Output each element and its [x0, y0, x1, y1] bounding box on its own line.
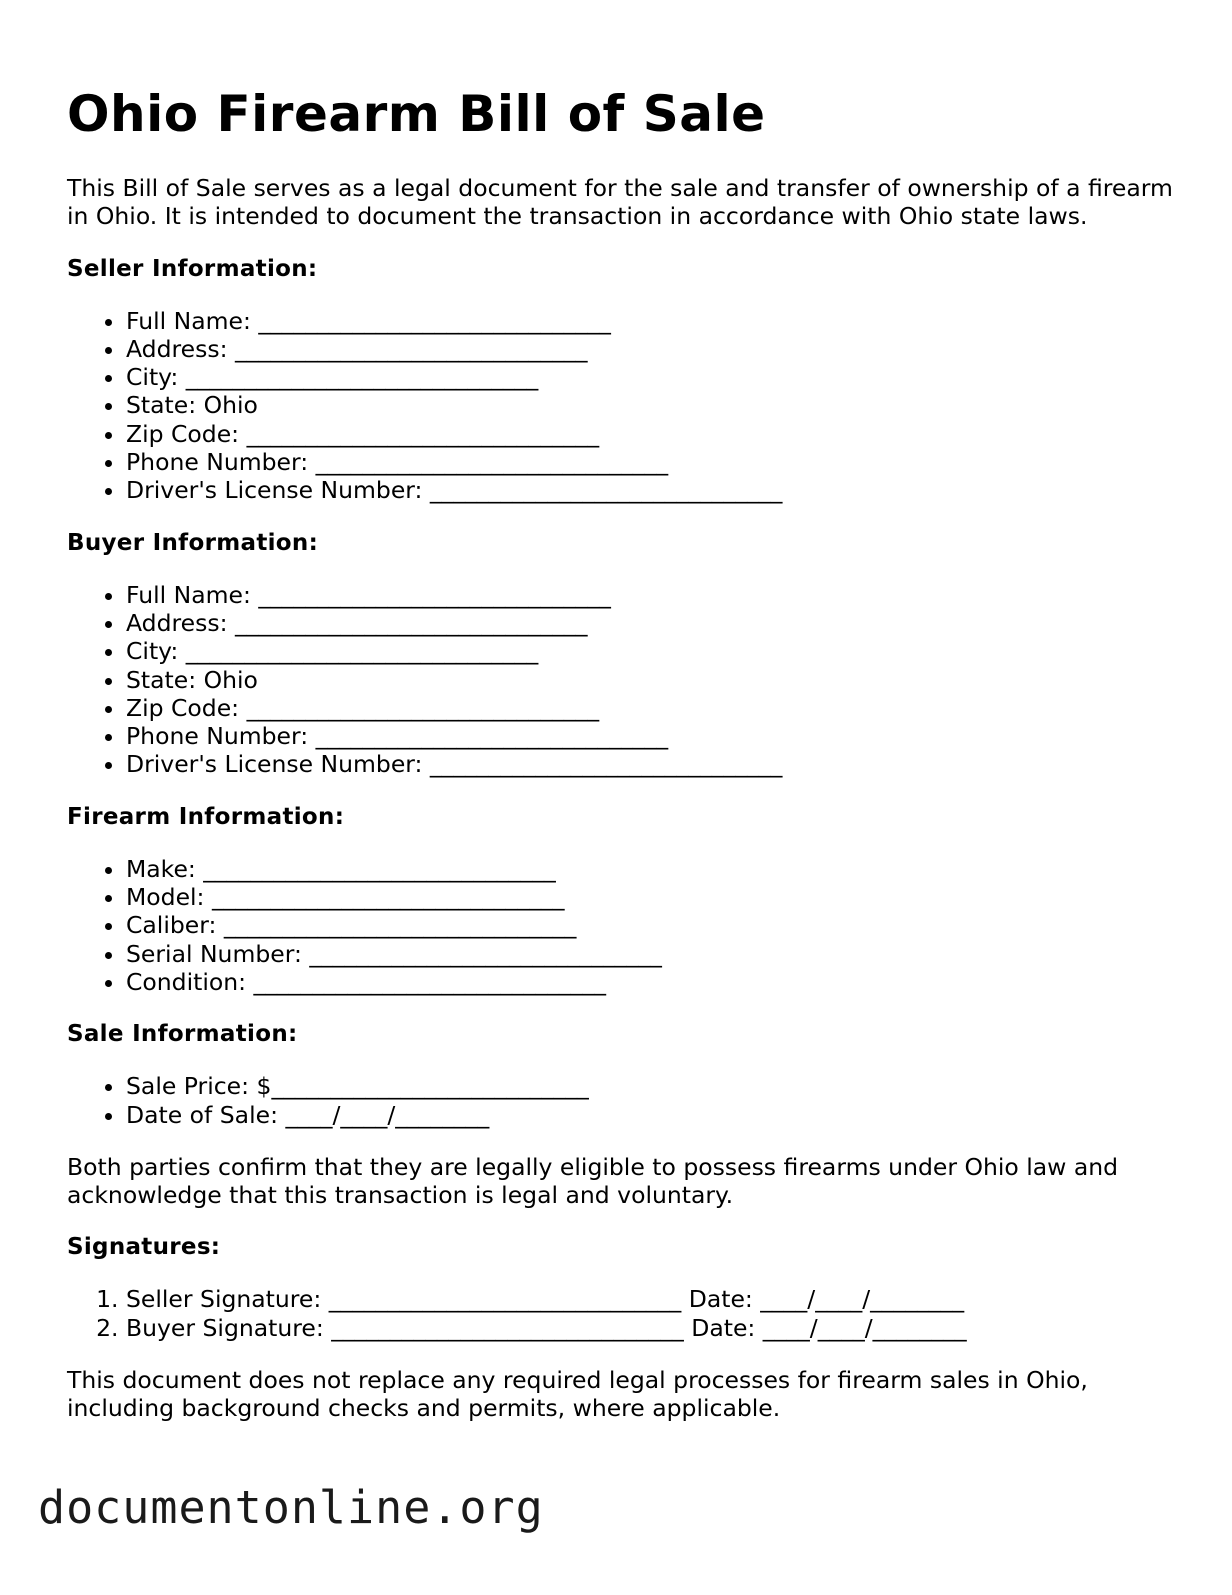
firearm-list	[67, 855, 1177, 996]
firearm-model: • Model: ______________________________	[126, 883, 1177, 911]
seller-state: • State: Ohio	[126, 391, 1177, 419]
seller-address: • Address: ______________________________	[126, 335, 1177, 363]
buyer-city: • City: ______________________________	[126, 637, 1177, 665]
sale-heading: Sale Information:	[67, 1021, 298, 1048]
signatures-heading: Signatures:	[67, 1234, 221, 1261]
seller-city: • City: ______________________________	[126, 363, 1177, 391]
confirmation-paragraph: Both parties confirm that they are legally eligible to possess firearms under Ohio law and acknowledge that this transaction is legal and voluntary.	[67, 1152, 1119, 1210]
seller-list	[67, 307, 1177, 505]
buyer-full-name: • Full Name: ______________________________	[126, 581, 1177, 609]
seller-zip: • Zip Code: ______________________________	[126, 420, 1177, 448]
document-title: Ohio Firearm Bill of Sale	[67, 85, 766, 143]
firearm-make: • Make: ______________________________	[126, 855, 1177, 883]
buyer-address: • Address: ______________________________	[126, 609, 1177, 637]
buyer-phone: • Phone Number: ______________________________	[126, 722, 1177, 750]
seller-phone: • Phone Number: ______________________________	[126, 448, 1177, 476]
firearm-caliber: • Caliber: ______________________________	[126, 911, 1177, 939]
buyer-state: • State: Ohio	[126, 666, 1177, 694]
buyer-license: • Driver's License Number: ______________________________	[126, 750, 1177, 778]
watermark: documentonline.org	[38, 1481, 544, 1534]
buyer-heading: Buyer Information:	[67, 529, 319, 556]
seller-heading: Seller Information:	[67, 255, 318, 282]
firearm-serial: • Serial Number: ______________________________	[126, 940, 1177, 968]
sale-list	[67, 1072, 1177, 1129]
seller-full-name: • Full Name: ______________________________	[126, 307, 1177, 335]
intro-paragraph: This Bill of Sale serves as a legal document for the sale and transfer of ownership of a firearm in Ohio. It is intended to document the transaction in accordance with Ohio state laws.	[67, 174, 1173, 231]
disclaimer-paragraph: This document does not replace any required legal processes for firearm sales in Ohio, including background checks and permits, where applicable.	[67, 1366, 1088, 1423]
seller-license: • Driver's License Number: ______________________________	[126, 476, 1177, 504]
buyer-signature: 2. Buyer Signature: ______________________________ Date: ____/____/________	[126, 1314, 1177, 1342]
document-page	[67, 80, 1177, 1423]
firearm-condition: • Condition: ______________________________	[126, 968, 1177, 996]
sale-date: • Date of Sale: ____/____/________	[126, 1101, 1177, 1129]
signatures-list	[67, 1285, 1177, 1342]
seller-signature: 1. Seller Signature: ______________________________ Date: ____/____/________	[126, 1285, 1177, 1313]
buyer-list	[67, 581, 1177, 779]
firearm-heading: Firearm Information:	[67, 803, 345, 830]
buyer-zip: • Zip Code: ______________________________	[126, 694, 1177, 722]
sale-price: • Sale Price: $___________________________	[126, 1072, 1177, 1100]
